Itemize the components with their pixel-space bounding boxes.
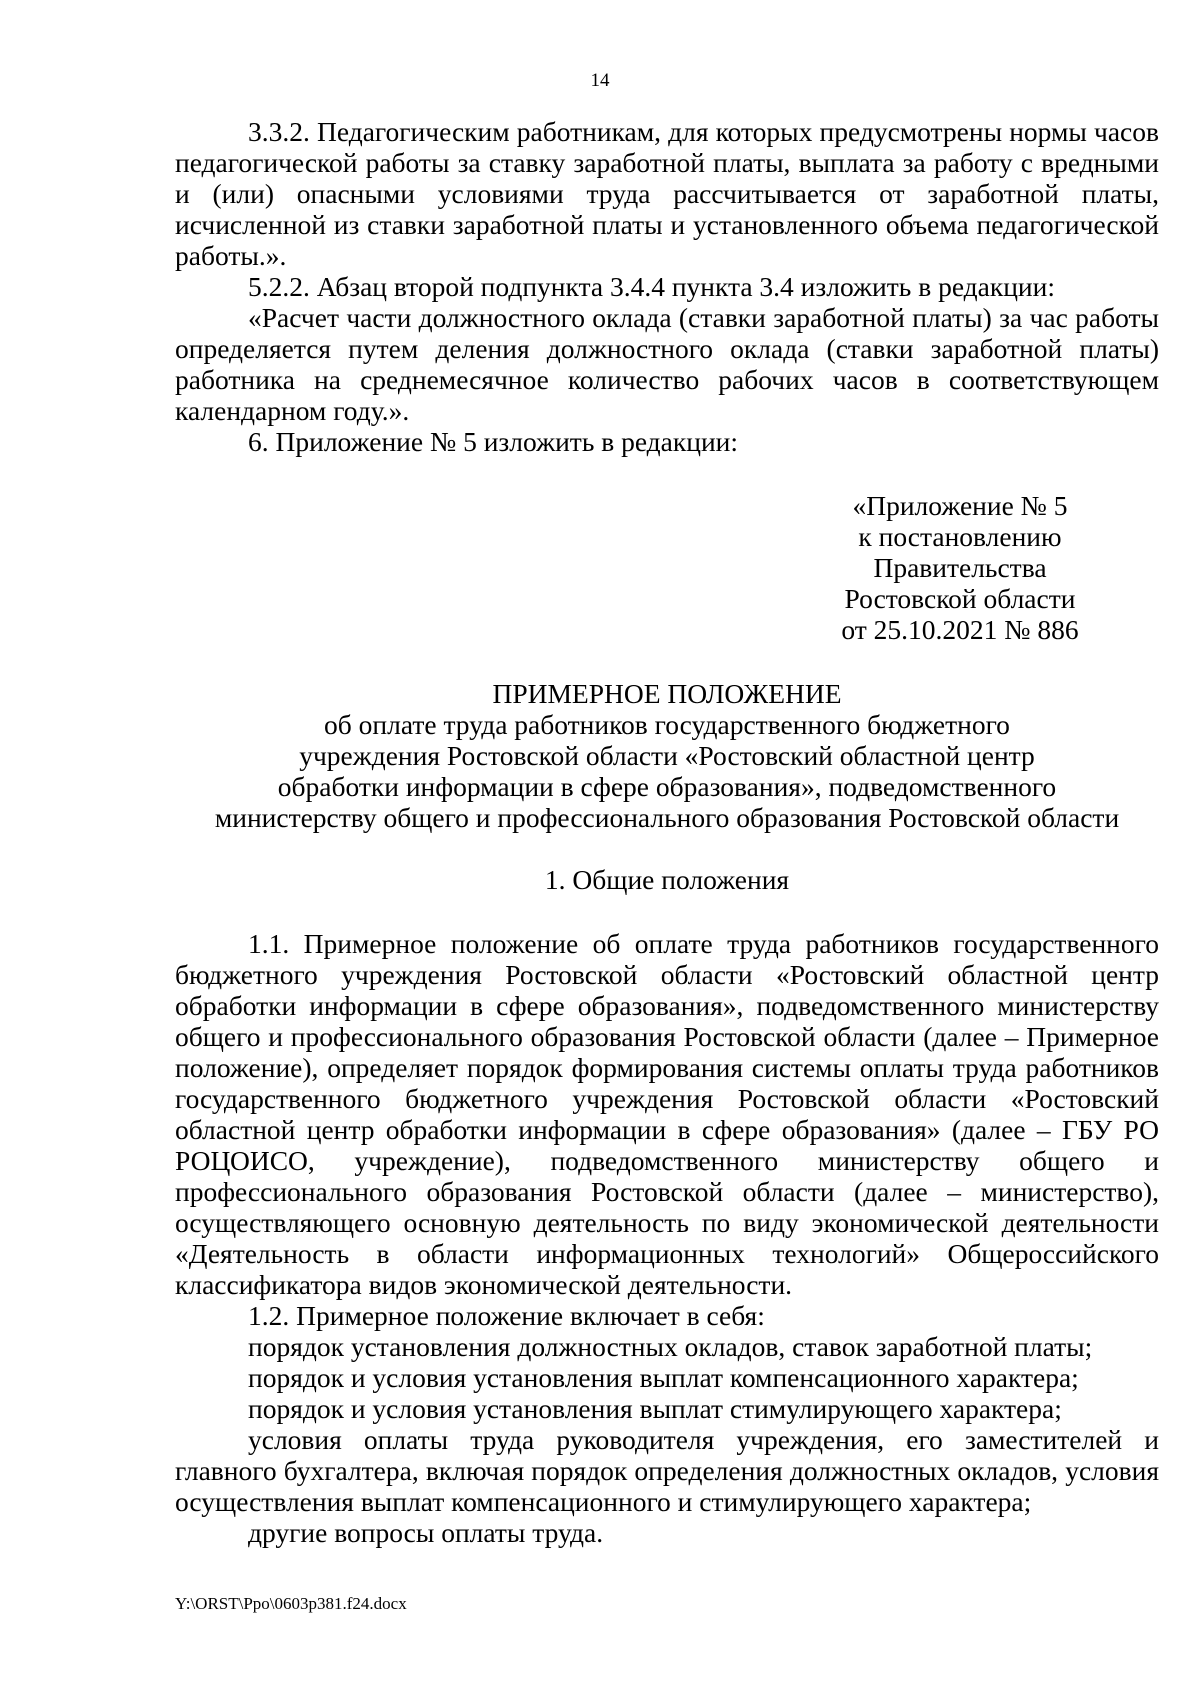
- document-title: [175, 678, 1159, 833]
- title-line: обработки информации в сфере образования», подведомственного: [277, 771, 1057, 802]
- title-line: учреждения Ростовской области «Ростовский областной центр: [299, 740, 1035, 771]
- appendix-line: Правительства: [873, 552, 1047, 583]
- page-number: 14: [590, 70, 610, 91]
- paragraph-1-1: 1.1. Примерное положение об оплате труда работников государственного бюджетного учреждения Ростовской области «Ростовский областной центр обработки информации в сфере образования», подведомственного министерству общего и профессионального образования Ростовской области (далее – Примерное положение), определяет порядок формирования системы оплаты труда работников государственного бюджетного учреждения Ростовской области «Ростовский областной центр обработки информации в сфере образования» (далее – ГБУ РО РОЦОИСО, учреждение), подведомственного министерству общего и профессионального образования Ростовской области (далее – министерство), осуществляющего основную деятельность по виду экономической деятельности «Деятельность в области информационных технологий» Общероссийского классификатора видов экономической деятельности.: [175, 928, 1159, 1300]
- title-line: министерству общего и профессионального образования Ростовской области: [214, 802, 1120, 833]
- paragraph-6: 6. Приложение № 5 изложить в редакции:: [248, 426, 739, 457]
- list-item: условия оплаты труда руководителя учреждения, его заместителей и главного бухгалтера, включая порядок определения должностных окладов, условия осуществления выплат компенсационного и стимулирующего характера;: [175, 1424, 1159, 1517]
- title-line: об оплате труда работников государственного бюджетного: [324, 709, 1010, 740]
- list-item: порядок и условия установления выплат стимулирующего характера;: [248, 1393, 1062, 1424]
- appendix-line: Ростовской области: [844, 583, 1076, 614]
- section-heading: 1. Общие положения: [544, 864, 790, 895]
- title-heading: ПРИМЕРНОЕ ПОЛОЖЕНИЕ: [492, 678, 842, 709]
- appendix-line: «Приложение № 5: [852, 490, 1068, 521]
- footer-file-path: Y:\ORST\Ppo\0603p381.f24.docx: [175, 1594, 407, 1613]
- list-item: другие вопросы оплаты труда.: [248, 1517, 604, 1548]
- paragraph-3-3-2: 3.3.2. Педагогическим работникам, для которых предусмотрены нормы часов педагогической работы за ставку заработной платы, выплата за работу с вредными и (или) опасными условиями труда рассчитывается от заработной платы, исчисленной из ставки заработной платы и установленного объема педагогической работы.».: [175, 116, 1159, 271]
- appendix-line: от 25.10.2021 № 886: [841, 614, 1079, 645]
- list-item: порядок установления должностных окладов, ставок заработной платы;: [248, 1331, 1093, 1362]
- paragraph-quote-calculation: «Расчет части должностного оклада (ставки заработной платы) за час работы определяется путем деления должностного оклада (ставки заработной платы) работника на среднемесячное количество рабочих часов в соответствующем календарном году.».: [175, 302, 1159, 426]
- appendix-line: к постановлению: [858, 521, 1062, 552]
- paragraph-1-2: 1.2. Примерное положение включает в себя:: [248, 1300, 765, 1331]
- appendix-reference: [175, 490, 1090, 645]
- paragraph-5-2-2: 5.2.2. Абзац второй подпункта 3.4.4 пункта 3.4 изложить в редакции:: [248, 271, 1056, 302]
- document-body: [175, 116, 1159, 1548]
- list-item: порядок и условия установления выплат компенсационного характера;: [248, 1362, 1079, 1393]
